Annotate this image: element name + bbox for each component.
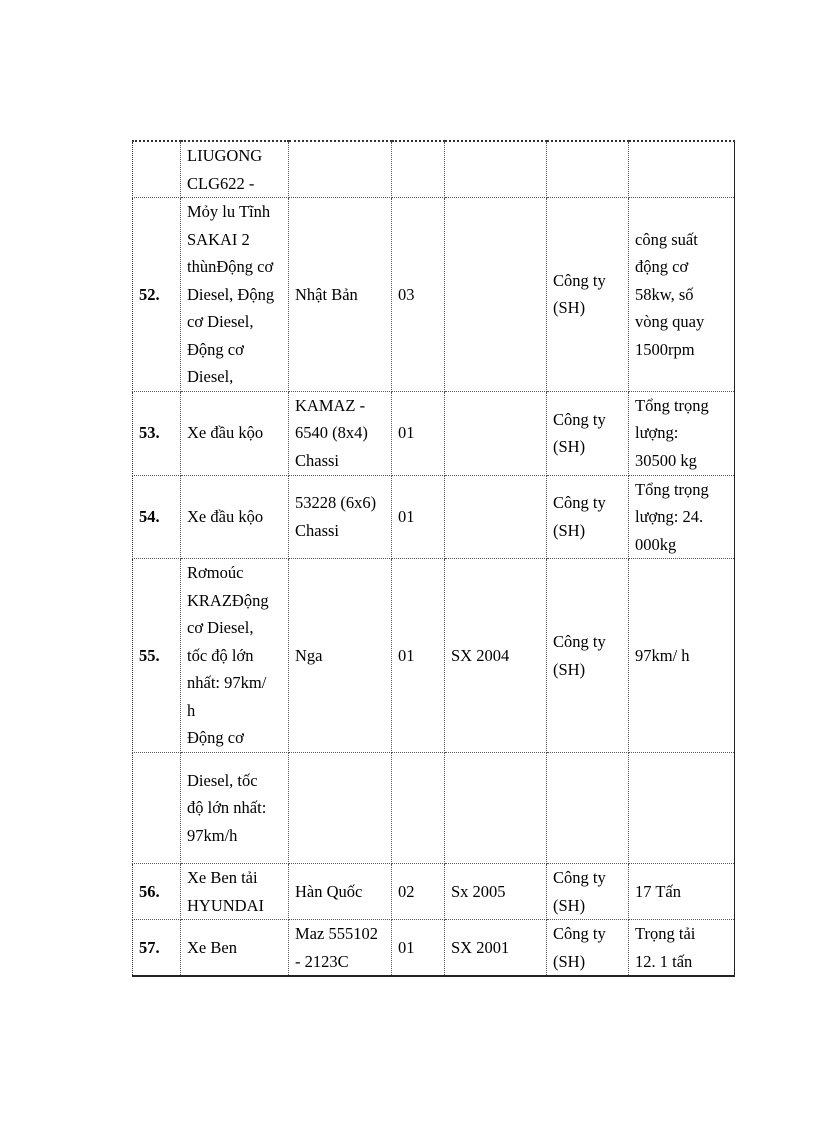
table-row (133, 141, 735, 198)
item-name-line: Xe Ben tải (187, 868, 258, 887)
item-name-line: thùnĐộng cơ (187, 257, 274, 276)
item-name (181, 475, 289, 559)
item-spec (629, 753, 735, 864)
item-origin (289, 475, 392, 559)
item-owner-line: (SH) (553, 951, 586, 971)
item-owner-line: Công ty (553, 270, 606, 290)
item-owner-line: (SH) (553, 895, 586, 915)
item-owner-line: (SH) (553, 437, 586, 456)
item-year (445, 141, 547, 198)
item-origin (289, 559, 392, 753)
item-origin-line: 6540 (8x4) (295, 423, 368, 443)
item-owner-line: (SH) (553, 298, 586, 318)
item-name (181, 920, 289, 977)
item-origin (289, 198, 392, 392)
item-name-line: nhất: 97km/ (187, 673, 267, 693)
item-owner-line: (SH) (553, 659, 586, 679)
item-spec (629, 475, 735, 559)
item-name-line: độ lớn nhất: (187, 798, 267, 818)
item-spec-line: động cơ (635, 257, 689, 276)
item-origin-line: KAMAZ - (295, 395, 366, 415)
item-name-line: Xe Ben (187, 937, 237, 957)
equipment-table (132, 140, 735, 977)
item-origin-line: Nga (295, 645, 323, 665)
item-origin-line: Chassi (295, 450, 340, 470)
item-owner-line: Công ty (553, 409, 606, 429)
item-spec-line: công suất (635, 229, 698, 249)
item-owner (547, 753, 629, 864)
item-origin (289, 920, 392, 977)
item-year: SX 2001 (445, 920, 547, 977)
item-name-line: h (187, 700, 196, 720)
item-name-line: Xe đầu kộo (187, 507, 264, 526)
item-number: 56. (133, 864, 181, 920)
item-quantity: 01 (392, 391, 445, 475)
item-origin-line: 53228 (6x6) (295, 493, 377, 513)
item-number: 53. (133, 391, 181, 475)
item-year (445, 753, 547, 864)
item-name-line: Rơmoúc (187, 563, 244, 583)
item-name-line: cơ Diesel, (187, 312, 254, 331)
item-origin (289, 753, 392, 864)
item-name-line: Động cơ (187, 728, 244, 748)
item-quantity: 02 (392, 864, 445, 920)
item-spec-line: 000kg (635, 534, 677, 554)
item-spec-line: Tổng trọng (635, 395, 709, 415)
item-origin (289, 391, 392, 475)
item-number: 57. (133, 920, 181, 977)
item-spec-line: 97km/ h (635, 645, 690, 665)
table-row (133, 864, 735, 920)
item-quantity: 01 (392, 920, 445, 977)
item-origin-line: - 2123C (295, 951, 349, 971)
item-spec (629, 864, 735, 920)
item-origin-line: Nhật Bản (295, 284, 358, 304)
item-spec-line: 30500 kg (635, 450, 697, 470)
item-spec-line: Trọng tải (635, 924, 696, 943)
item-name-line: Diesel, (187, 367, 234, 386)
item-owner (547, 475, 629, 559)
item-owner-line: Công ty (553, 868, 606, 887)
item-quantity: 03 (392, 198, 445, 392)
item-name-line: Động cơ (187, 339, 244, 359)
item-name-line: Diesel, Động (187, 284, 275, 304)
item-quantity (392, 141, 445, 198)
item-spec-line: 58kw, số (635, 284, 694, 304)
item-number (133, 141, 181, 198)
item-spec (629, 198, 735, 392)
item-owner (547, 141, 629, 198)
table-row (133, 559, 735, 753)
table-row (133, 391, 735, 475)
item-owner (547, 920, 629, 977)
item-origin (289, 141, 392, 198)
item-origin-line: Chassi (295, 520, 340, 540)
item-owner-line: Công ty (553, 493, 606, 513)
item-number: 54. (133, 475, 181, 559)
item-number: 52. (133, 198, 181, 392)
item-name (181, 198, 289, 392)
item-name-line: KRAZĐộng (187, 590, 269, 610)
item-year (445, 391, 547, 475)
item-owner-line: (SH) (553, 520, 586, 540)
item-origin-line: Maz 555102 (295, 924, 378, 943)
item-year: SX 2004 (445, 559, 547, 753)
item-spec-line: 1500rpm (635, 339, 695, 359)
item-spec-line: lượng: 24. (635, 507, 704, 526)
item-spec (629, 141, 735, 198)
item-spec-line: 12. 1 tấn (635, 951, 693, 971)
item-name (181, 559, 289, 753)
item-owner (547, 391, 629, 475)
item-name (181, 864, 289, 920)
item-spec (629, 920, 735, 977)
item-owner (547, 559, 629, 753)
item-year: Sx 2005 (445, 864, 547, 920)
item-name-line: HYUNDAI (187, 895, 264, 915)
item-spec-line: 17 Tấn (635, 881, 681, 901)
item-name-line: cơ Diesel, (187, 618, 254, 638)
item-origin (289, 864, 392, 920)
item-quantity (392, 753, 445, 864)
item-spec-line: vòng quay (635, 312, 705, 331)
item-spec-line: Tổng trọng (635, 479, 709, 499)
item-name-line: LIUGONG (187, 146, 263, 165)
item-name-line: Xe đầu kộo (187, 423, 264, 443)
item-name-line: SAKAI 2 (187, 229, 250, 249)
item-spec-line: lượng: (635, 423, 679, 443)
table-row (133, 475, 735, 559)
item-quantity: 01 (392, 559, 445, 753)
item-name-line: 97km/h (187, 825, 238, 845)
item-owner (547, 864, 629, 920)
item-spec (629, 391, 735, 475)
item-year (445, 198, 547, 392)
item-name-line: CLG622 - (187, 173, 255, 193)
item-name (181, 753, 289, 864)
item-name (181, 141, 289, 198)
item-quantity: 01 (392, 475, 445, 559)
item-name-line: tốc độ lớn (187, 645, 254, 665)
item-name-line: Mỏy lu Tĩnh (187, 202, 271, 221)
item-number (133, 753, 181, 864)
table-row (133, 198, 735, 392)
item-year (445, 475, 547, 559)
item-name (181, 391, 289, 475)
item-origin-line: Hàn Quốc (295, 881, 363, 901)
item-owner-line: Công ty (553, 632, 606, 651)
item-number: 55. (133, 559, 181, 753)
item-name-line: Diesel, tốc (187, 770, 258, 790)
item-owner (547, 198, 629, 392)
item-spec (629, 559, 735, 753)
table-row (133, 920, 735, 977)
table-row (133, 753, 735, 864)
item-owner-line: Công ty (553, 924, 606, 943)
